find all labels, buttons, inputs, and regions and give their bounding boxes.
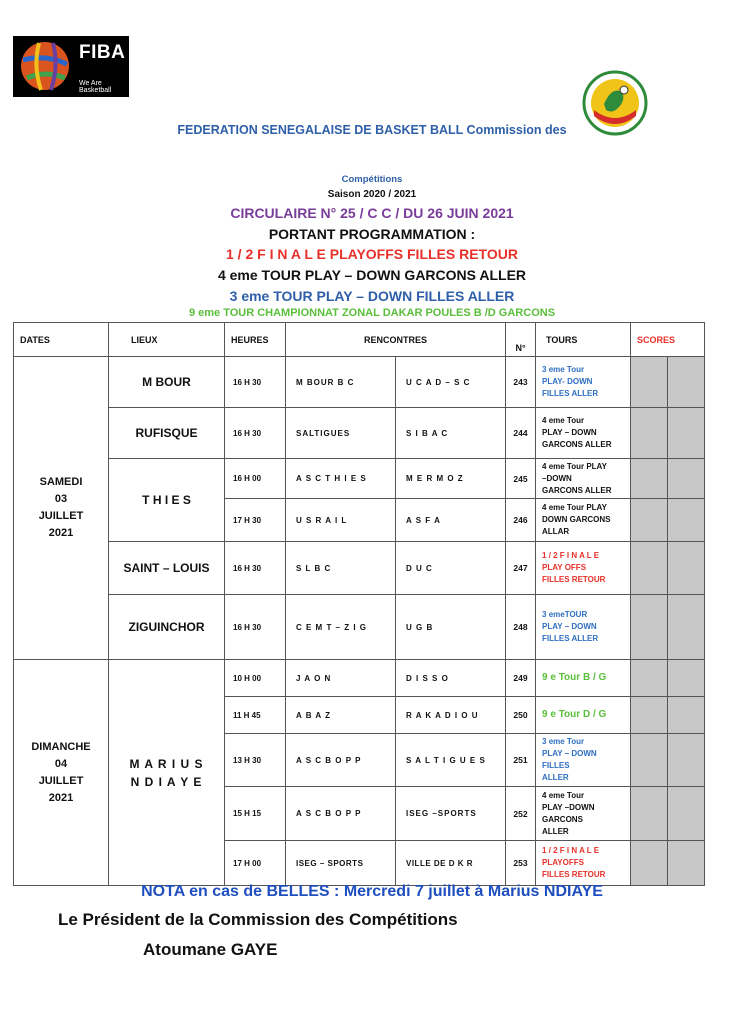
score-cell-home[interactable] — [631, 595, 668, 660]
home-team-cell: C E M T – Z I G — [286, 595, 396, 660]
score-cell-away[interactable] — [668, 697, 705, 734]
score-cell-away[interactable] — [668, 660, 705, 697]
tour-line: 3 emeTOUR — [542, 610, 588, 619]
header-scores: SCORES — [631, 323, 705, 357]
score-cell-home[interactable] — [631, 734, 668, 787]
score-cell-away[interactable] — [668, 841, 705, 886]
score-cell-home[interactable] — [631, 499, 668, 542]
score-cell-home[interactable] — [631, 357, 668, 408]
match-number-cell: 248 — [506, 595, 536, 660]
venue-cell: RUFISQUE — [109, 408, 225, 459]
tour-line: 4 eme Tour PLAY — [542, 503, 607, 512]
date-day: DIMANCHE — [31, 740, 91, 753]
time-cell: 17 H 00 — [225, 841, 286, 886]
president-line: Le Président de la Commission des Compétitions — [58, 910, 458, 929]
fiba-logo — [13, 36, 129, 97]
home-team-cell: M BOUR B C — [286, 357, 396, 408]
tour-line: FILLES ALLER — [542, 634, 599, 643]
match-number-cell: 251 — [506, 734, 536, 787]
tour-cell — [536, 841, 631, 886]
score-cell-away[interactable] — [668, 542, 705, 595]
nota-line: NOTA en cas de BELLES : Mercredi 7 juillet à Marius NDIAYE — [141, 883, 603, 900]
match-number-cell: 246 — [506, 499, 536, 542]
match-number-cell: 249 — [506, 660, 536, 697]
score-cell-home[interactable] — [631, 459, 668, 499]
header-heures: HEURES — [225, 323, 286, 357]
match-number-cell: 247 — [506, 542, 536, 595]
time-cell: 10 H 00 — [225, 660, 286, 697]
score-cell-home[interactable] — [631, 408, 668, 459]
home-team-cell: A S C B O P P — [286, 734, 396, 787]
away-team-cell: VILLE DE D K R — [396, 841, 506, 886]
match-number-cell: 250 — [506, 697, 536, 734]
circular-title: CIRCULAIRE N° 25 / C C / DU 26 JUIN 2021 — [230, 205, 514, 221]
tour-line: ALLER — [542, 773, 569, 782]
date-month: JUILLET — [38, 510, 84, 522]
header-number: N° — [506, 323, 536, 357]
tour-line: 1 / 2 F I N A L E — [542, 551, 600, 560]
tour-line: PLAY- DOWN — [542, 377, 593, 386]
home-team-cell: A B A Z — [286, 697, 396, 734]
time-cell: 16 H 30 — [225, 542, 286, 595]
tour-line: PLAYOFFS — [542, 858, 584, 867]
fiba-wordmark: FIBA — [79, 42, 126, 63]
home-team-cell: A S C B O P P — [286, 787, 396, 841]
home-team-cell: SALTIGUES — [286, 408, 396, 459]
score-cell-away[interactable] — [668, 787, 705, 841]
programmation-title: PORTANT PROGRAMMATION : — [268, 226, 476, 242]
match-number-cell: 243 — [506, 357, 536, 408]
date-day: SAMEDI — [39, 476, 83, 488]
venue-cell: M BOUR — [109, 357, 225, 408]
header-rencontres: RENCONTRES — [286, 323, 506, 357]
subtitle-championship: 9 eme TOUR CHAMPIONNAT ZONAL DAKAR POULES B /D GARCONS — [188, 307, 556, 319]
federation-title: FEDERATION SENEGALAISE DE BASKET BALL Commission des — [177, 123, 567, 137]
table-row — [14, 542, 705, 595]
date-cell-saturday — [14, 357, 109, 660]
score-cell-home[interactable] — [631, 542, 668, 595]
tour-line: ALLER — [542, 826, 569, 836]
away-team-cell: S A L T I G U E S — [396, 734, 506, 787]
tour-cell — [536, 595, 631, 660]
date-year: 2021 — [48, 791, 74, 804]
date-year: 2021 — [48, 527, 74, 539]
score-cell-home[interactable] — [631, 841, 668, 886]
tour-cell — [536, 408, 631, 459]
tour-line: GARCONS — [542, 814, 583, 824]
tour-line: DOWN GARCONS — [542, 515, 611, 524]
tour-line: 4 eme Tour — [542, 416, 585, 425]
match-number-cell: 252 — [506, 787, 536, 841]
tour-line: FILLES ALLER — [542, 389, 599, 398]
home-team-cell: U S R A I L — [286, 499, 396, 542]
header-tours: TOURS — [536, 323, 631, 357]
tour-cell — [536, 459, 631, 499]
header-dates: DATES — [14, 323, 109, 357]
score-cell-away[interactable] — [668, 734, 705, 787]
tour-line: 3 eme Tour — [542, 737, 585, 746]
tour-line: FILLES RETOUR — [542, 870, 606, 879]
venue-cell: T H I E S — [109, 459, 225, 542]
time-cell: 16 H 30 — [225, 408, 286, 459]
tour-line: 4 eme Tour — [542, 790, 585, 800]
table-row — [14, 660, 705, 697]
schedule-table — [13, 322, 705, 886]
table-row — [14, 357, 705, 408]
tour-cell — [536, 660, 631, 697]
away-team-cell: U C A D – S C — [396, 357, 506, 408]
venue-cell: SAINT – LOUIS — [109, 542, 225, 595]
tour-line: FILLES RETOUR — [542, 575, 606, 584]
tour-cell — [536, 734, 631, 787]
home-team-cell: A S C T H I E S — [286, 459, 396, 499]
time-cell: 15 H 15 — [225, 787, 286, 841]
tour-line: 9 e Tour B / G — [542, 672, 607, 683]
tour-cell — [536, 697, 631, 734]
tour-cell — [536, 357, 631, 408]
date-cell-sunday — [14, 660, 109, 886]
score-cell-home[interactable] — [631, 787, 668, 841]
date-month: JUILLET — [38, 774, 84, 787]
header-lieux: LIEUX — [109, 323, 225, 357]
tour-line: 4 eme Tour PLAY — [542, 461, 607, 471]
president-name: Atoumane GAYE — [143, 940, 278, 959]
time-cell: 16 H 30 — [225, 357, 286, 408]
subtitle-playdown-boys: 4 eme TOUR PLAY – DOWN GARCONS ALLER — [217, 267, 527, 283]
venue-cell: M A R I U S N D I A Y E — [109, 660, 225, 886]
away-team-cell: R A K A D I O U — [396, 697, 506, 734]
home-team-cell: J A O N — [286, 660, 396, 697]
time-cell: 16 H 30 — [225, 595, 286, 660]
tour-line: ALLAR — [542, 527, 570, 536]
date-number: 03 — [54, 493, 68, 505]
score-cell-home[interactable] — [631, 660, 668, 697]
fiba-tagline: We Are Basketball — [79, 80, 112, 94]
tour-line: FILLES — [542, 761, 570, 770]
match-number-cell: 253 — [506, 841, 536, 886]
tour-line: 9 e Tour D / G — [542, 709, 607, 720]
date-number: 04 — [54, 757, 68, 770]
time-cell: 17 H 30 — [225, 499, 286, 542]
tour-line: PLAY – DOWN — [542, 428, 597, 437]
time-cell: 11 H 45 — [225, 697, 286, 734]
table-row — [14, 408, 705, 459]
tour-line: PLAY – DOWN — [542, 749, 597, 758]
score-cell-home[interactable] — [631, 697, 668, 734]
home-team-cell: ISEG – SPORTS — [286, 841, 396, 886]
tour-line: GARCONS ALLER — [542, 485, 612, 495]
venue-cell: ZIGUINCHOR — [109, 595, 225, 660]
subtitle-final: 1 / 2 F I N A L E PLAYOFFS FILLES RETOUR — [226, 246, 518, 262]
away-team-cell: A S F A — [396, 499, 506, 542]
tour-line: –DOWN — [542, 473, 572, 483]
tour-cell — [536, 787, 631, 841]
table-header-row — [14, 323, 705, 357]
match-number-cell: 244 — [506, 408, 536, 459]
tour-cell — [536, 499, 631, 542]
tour-line: 3 eme Tour — [542, 365, 585, 374]
competitions-label: Compétitions — [341, 174, 403, 185]
away-team-cell: D I S S O — [396, 660, 506, 697]
tour-cell — [536, 542, 631, 595]
time-cell: 13 H 30 — [225, 734, 286, 787]
time-cell: 16 H 00 — [225, 459, 286, 499]
score-cell-away[interactable] — [668, 499, 705, 542]
tour-line: PLAY – DOWN — [542, 622, 597, 631]
away-team-cell: U G B — [396, 595, 506, 660]
score-cell-away[interactable] — [668, 595, 705, 660]
score-cell-away[interactable] — [668, 459, 705, 499]
home-team-cell: S L B C — [286, 542, 396, 595]
match-number-cell: 245 — [506, 459, 536, 499]
away-team-cell: ISEG –SPORTS — [396, 787, 506, 841]
subtitle-playdown-girls: 3 eme TOUR PLAY – DOWN FILLES ALLER — [229, 288, 515, 304]
tour-line: PLAY –DOWN — [542, 802, 595, 812]
basketball-icon — [19, 40, 71, 92]
season-label: Saison 2020 / 2021 — [327, 189, 417, 200]
tour-line: 1 / 2 F I N A L E — [542, 846, 600, 855]
score-cell-away[interactable] — [668, 357, 705, 408]
table-row — [14, 459, 705, 499]
table-row — [14, 595, 705, 660]
tour-line: GARCONS ALLER — [542, 440, 612, 449]
away-team-cell: M E R M O Z — [396, 459, 506, 499]
score-cell-away[interactable] — [668, 408, 705, 459]
tour-line: PLAY OFFS — [542, 563, 587, 572]
away-team-cell: D U C — [396, 542, 506, 595]
away-team-cell: S I B A C — [396, 408, 506, 459]
